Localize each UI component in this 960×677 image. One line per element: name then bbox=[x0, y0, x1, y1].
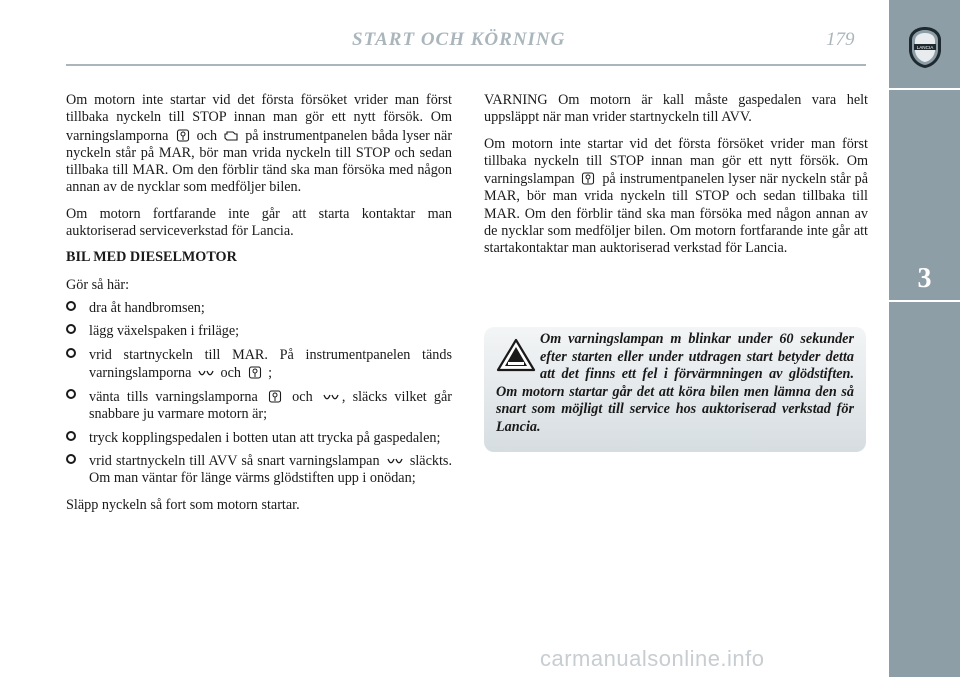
step-text: och bbox=[292, 389, 313, 406]
paragraph-warning-cold-engine: VARNING Om motorn är kall måste gaspedalen vara helt uppsläppt när man vrider startnyckeln till AVV. bbox=[484, 92, 868, 126]
step-text: vrid startnyckeln till AVV så snart varningslampan bbox=[89, 453, 380, 470]
step-text: dra åt handbromsen; bbox=[89, 299, 205, 316]
text-segment: på instrumentpanelen båda lyser när nyckeln står på MAR, bör man vrida nyckeln till STOP och sedan tillbaka till MAR. Om den förblir tänd ska man försöka med någon annan av de nycklar som medföljer bilen. bbox=[66, 127, 453, 196]
immobilizer-warning-icon bbox=[247, 364, 263, 380]
step-text: ; bbox=[268, 364, 273, 381]
list-item bbox=[66, 388, 452, 424]
header-rule bbox=[66, 64, 866, 66]
right-column bbox=[484, 92, 868, 267]
chapter-number: 3 bbox=[917, 263, 932, 294]
paragraph-diesel-restart bbox=[484, 136, 868, 258]
section-heading: BIL MED DIESELMOTOR bbox=[66, 249, 237, 266]
logo-text: LANCIA bbox=[916, 45, 934, 50]
bullet-icon bbox=[66, 301, 76, 311]
step-text: vänta tills varningslamporna bbox=[89, 389, 258, 406]
lancia-logo-icon bbox=[907, 25, 943, 69]
text-segment: Om motorn inte startar vid det första försöket vrider man först tillbaka nyckeln till STOP innan man gör ett nytt försök. Om varningslampan bbox=[484, 135, 868, 188]
chapter-sidebar bbox=[889, 0, 960, 677]
sidebar-divider-top bbox=[889, 88, 960, 90]
sidebar-divider-bottom bbox=[889, 300, 960, 302]
page-number: 179 bbox=[826, 29, 855, 50]
steps-list bbox=[66, 300, 452, 488]
list-item bbox=[66, 453, 452, 488]
immobilizer-warning-icon bbox=[580, 170, 596, 186]
warning-icon-spacer bbox=[496, 331, 540, 383]
steps-intro: Gör så här: bbox=[66, 276, 130, 293]
immobilizer-warning-icon bbox=[175, 127, 191, 143]
watermark: carmanualsonline.info bbox=[540, 646, 765, 671]
bullet-icon bbox=[66, 324, 76, 334]
bullet-icon bbox=[66, 348, 76, 358]
step-text: tryck kopplingspedalen i botten utan att trycka på gaspedalen; bbox=[89, 429, 441, 446]
list-item bbox=[66, 323, 452, 340]
list-item bbox=[66, 300, 452, 317]
bullet-icon bbox=[66, 454, 76, 464]
warning-text-block bbox=[496, 331, 854, 437]
bullet-icon bbox=[66, 389, 76, 399]
step-text: , släcks vilket går snabbare ju varmare motorn är; bbox=[89, 389, 453, 423]
step-text: vrid startnyckeln till MAR. På instrumentpanelen tänds varningslamporna bbox=[89, 346, 452, 381]
glow-plug-icon bbox=[322, 392, 340, 404]
closing-instruction: Släpp nyckeln så fort som motorn startar. bbox=[66, 496, 300, 513]
text-segment: och bbox=[196, 127, 218, 144]
glow-plug-icon bbox=[197, 368, 215, 380]
left-column bbox=[66, 92, 452, 523]
step-text: lägg växelspaken i friläge; bbox=[89, 323, 240, 340]
list-item bbox=[66, 347, 452, 383]
glow-plug-icon bbox=[386, 456, 404, 468]
warning-text: Om varningslampan m blinkar under 60 sekunder efter starten eller under utdragen start betyder detta att det finns ett fel i förvärmningen av glödstiften. Om motorn startar går det att köra bilen men lämna den så snart som möjligt till service hos auktoriserad verkstad för Lancia. bbox=[496, 331, 854, 435]
text-segment: på instrumentpanelen lyser när nyckeln står på MAR, bör man vrida nyckeln till STOP och sedan tillbaka till MAR. Om den förblir tänd ska man försöka med någon annan av de nycklar som medföljer bilen. Om motorn fortfarande inte går att startakontaktar man auktoriserad verkstad för Lancia. bbox=[484, 171, 869, 257]
list-item bbox=[66, 430, 452, 447]
text-segment: Om motorn inte startar vid det första försöket vrider man först tillbaka nyckeln till STOP innan man gör ett nytt försök. Om varningslamporna bbox=[66, 92, 452, 144]
engine-fault-icon bbox=[223, 129, 239, 143]
page-title: START OCH KÖRNING bbox=[352, 29, 566, 50]
paragraph-contact-service: Om motorn fortfarande inte går att starta kontaktar man auktoriserad serviceverkstad för Lancia. bbox=[66, 205, 452, 240]
bullet-icon bbox=[66, 431, 76, 441]
immobilizer-warning-icon bbox=[267, 388, 283, 404]
step-text: släckts. Om man väntar för länge värms glödstiften upp i onödan; bbox=[89, 453, 453, 487]
step-text: och bbox=[220, 364, 242, 381]
paragraph-restart bbox=[66, 92, 452, 197]
